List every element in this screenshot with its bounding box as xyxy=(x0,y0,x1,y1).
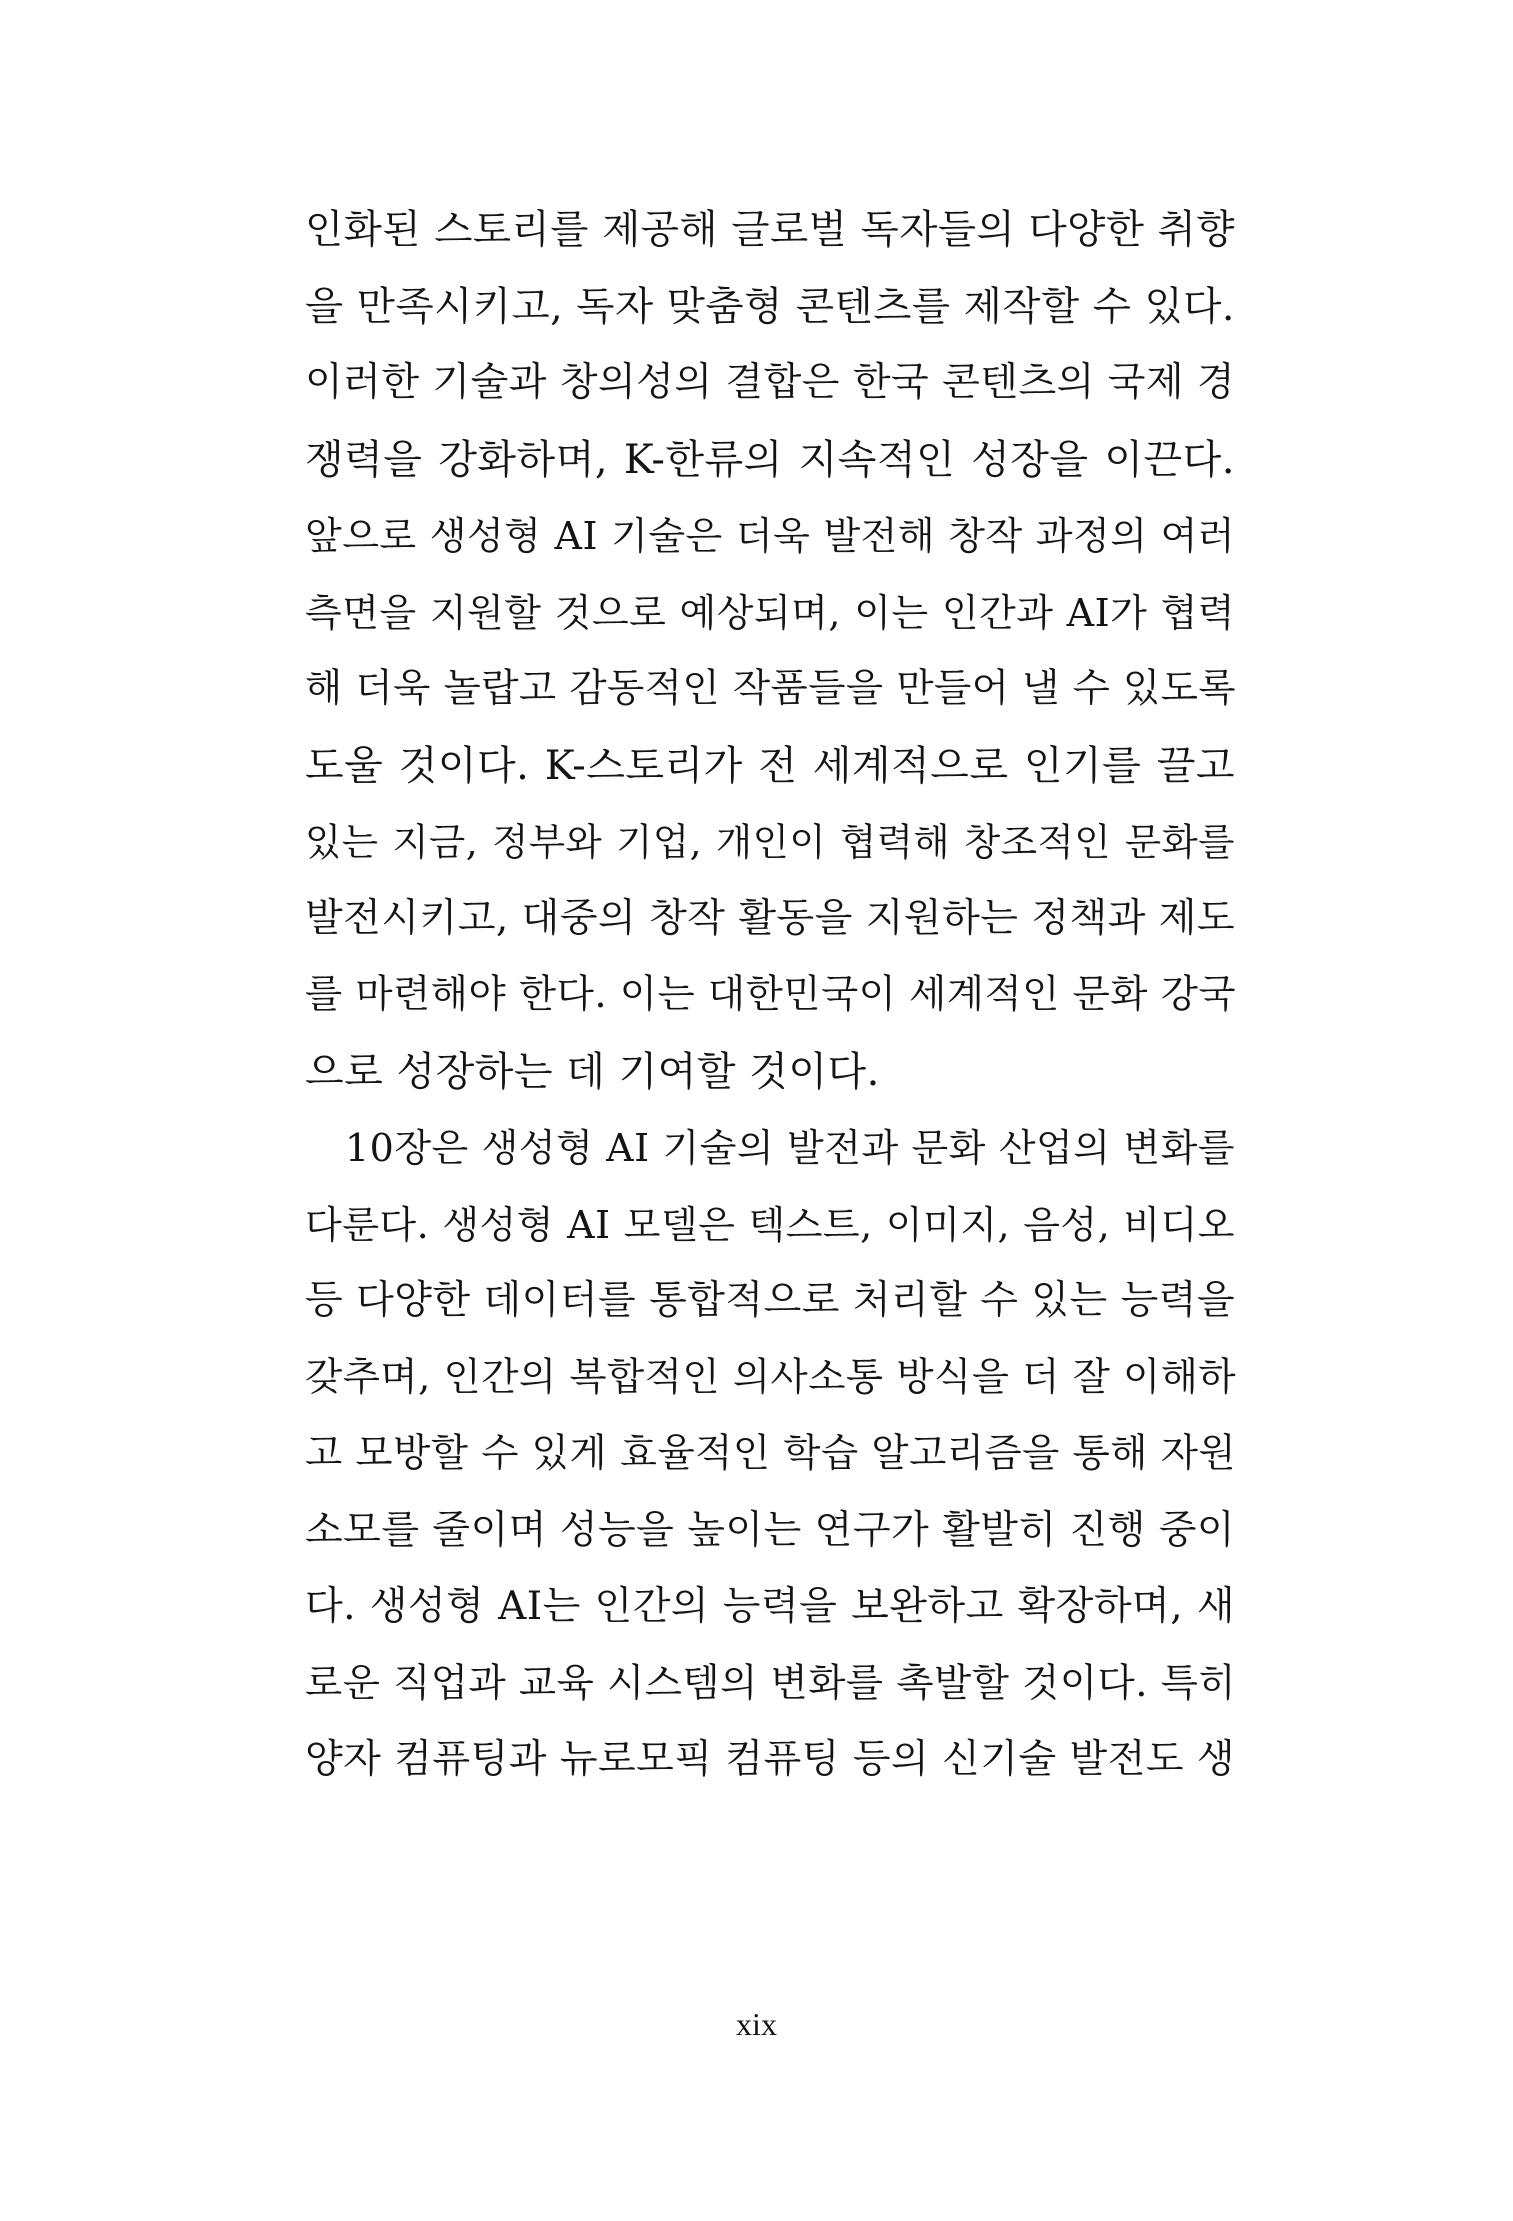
page-number: xix xyxy=(736,2006,777,2042)
text-line: 를 마련해야 한다. 이는 대한민국이 세계적인 문화 강국 xyxy=(305,972,1237,1017)
text-line: 측면을 지원할 것으로 예상되며, 이는 인간과 AI가 협력 xyxy=(305,590,1235,635)
text-line: 등 다양한 데이터를 통합적으로 처리할 수 있는 능력을 xyxy=(305,1278,1236,1323)
text-line: 다. 생성형 AI는 인간의 능력을 보완하고 확장하며, 새 xyxy=(305,1584,1235,1629)
text-line: 10장은 생성형 AI 기술의 발전과 문화 산업의 변화를 xyxy=(345,1126,1235,1170)
text-line: 로운 직업과 교육 시스템의 변화를 촉발할 것이다. 특히 xyxy=(305,1660,1237,1706)
page-body xyxy=(305,192,1235,1799)
text-line: 으로 성장하는 데 기여할 것이다. xyxy=(305,1048,880,1095)
text-line: 인화된 스토리를 제공해 글로벌 독자들의 다양한 취향 xyxy=(305,207,1235,253)
text-line: 앞으로 생성형 AI 기술은 더욱 발전해 창작 과정의 여러 xyxy=(305,514,1235,558)
text-line: 소모를 줄이며 성능을 높이는 연구가 활발히 진행 중이 xyxy=(305,1507,1236,1553)
text-line: 쟁력을 강화하며, K-한류의 지속적인 성장을 이끈다. xyxy=(305,436,1235,483)
text-line: 을 만족시키고, 독자 맞춤형 콘텐츠를 제작할 수 있다. xyxy=(305,283,1235,330)
text-line: 갖추며, 인간의 복합적인 의사소통 방식을 더 잘 이해하 xyxy=(305,1354,1237,1400)
text-line: 이러한 기술과 창의성의 결합은 한국 콘텐츠의 국제 경 xyxy=(305,360,1236,405)
text-line: 발전시키고, 대중의 창작 활동을 지원하는 정책과 제도 xyxy=(305,895,1236,941)
text-line: 도울 것이다. K-스토리가 전 세계적으로 인기를 끌고 xyxy=(305,742,1235,789)
text-line: 다룬다. 생성형 AI 모델은 텍스트, 이미지, 음성, 비디오 xyxy=(305,1202,1235,1247)
text-line: 양자 컴퓨팅과 뉴로모픽 컴퓨팅 등의 신기술 발전도 생 xyxy=(305,1737,1236,1782)
text-line: 고 모방할 수 있게 효율적인 학습 알고리즘을 통해 자원 xyxy=(305,1431,1237,1476)
text-line: 있는 지금, 정부와 기업, 개인이 협력해 창조적인 문화를 xyxy=(305,820,1235,864)
paragraph-1 xyxy=(305,192,1235,1110)
paragraph-2 xyxy=(305,1110,1235,1799)
text-line: 해 더욱 놀랍고 감동적인 작품들을 만들어 낼 수 있도록 xyxy=(305,666,1237,711)
